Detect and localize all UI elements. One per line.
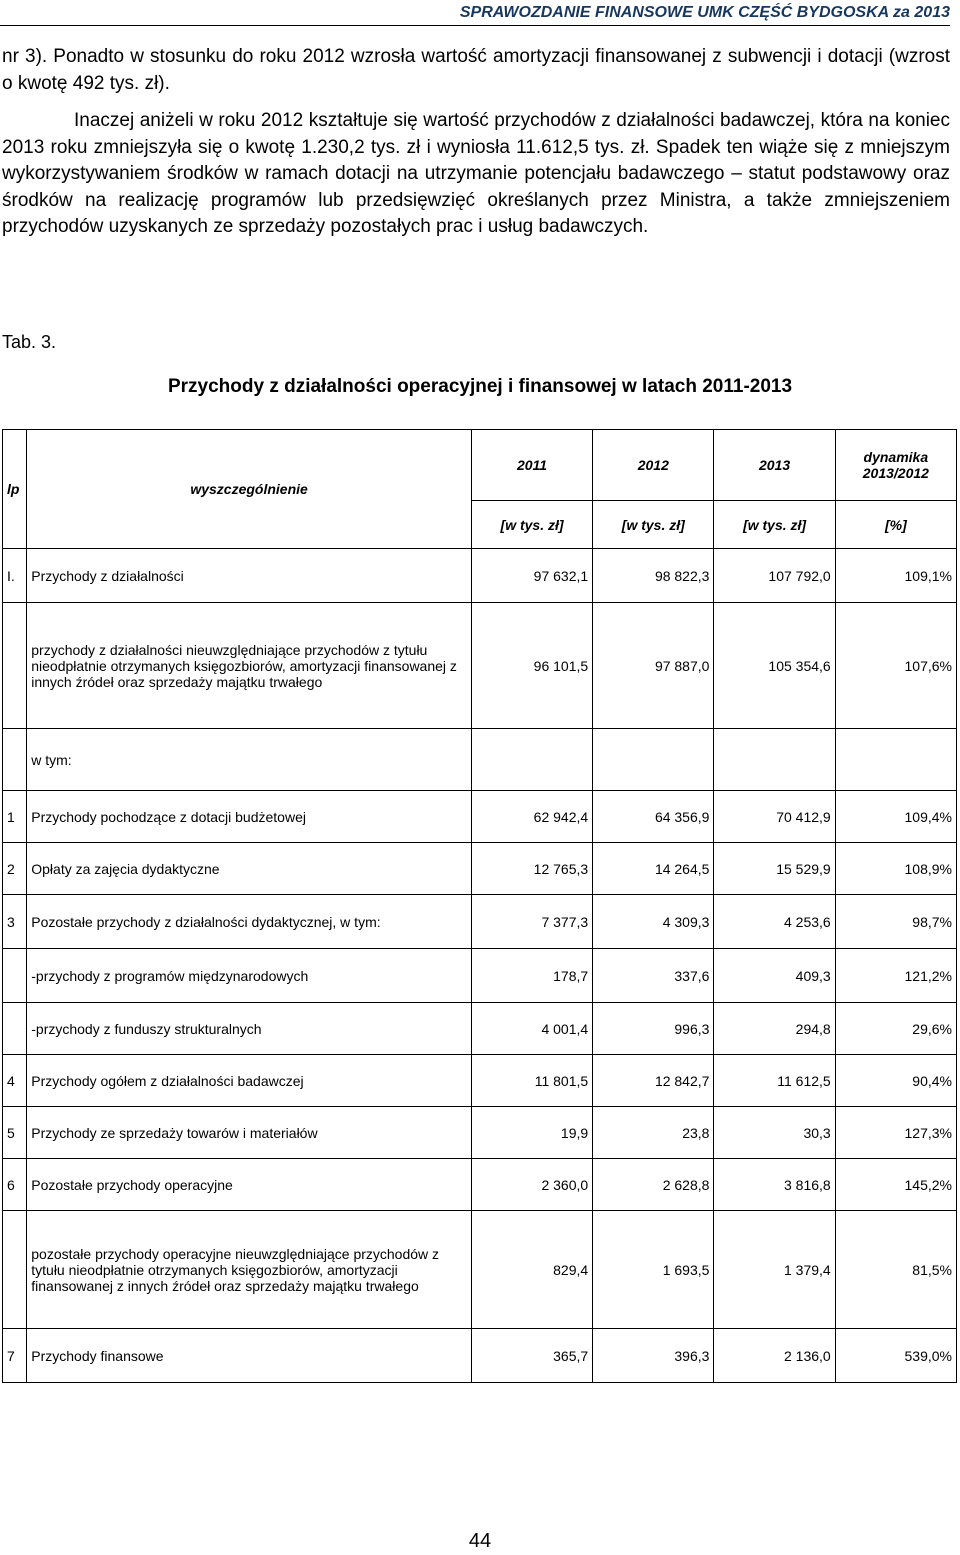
row-value-2013: 2 136,0 bbox=[714, 1329, 835, 1383]
row-value-2011: 365,7 bbox=[471, 1329, 592, 1383]
row-description: Przychody ze sprzedaży towarów i materiałów bbox=[27, 1107, 472, 1159]
row-value-2012: 23,8 bbox=[593, 1107, 714, 1159]
row-lp: 1 bbox=[3, 791, 27, 843]
row-value-2012: 4 309,3 bbox=[593, 895, 714, 949]
row-value-2012: 337,6 bbox=[593, 949, 714, 1003]
row-description: przychody z działalności nieuwzględniające przychodów z tytułu nieodpłatnie otrzymanych księgozbiorów, amortyzacji finansowanej z innych źródeł oraz sprzedaży majątku trwałego bbox=[27, 603, 472, 729]
page-number: 44 bbox=[468, 1530, 492, 1552]
table-row bbox=[3, 1055, 957, 1107]
row-dynamics: 90,4% bbox=[835, 1055, 956, 1107]
row-value-2013: 107 792,0 bbox=[714, 549, 835, 603]
row-value-2011: 62 942,4 bbox=[471, 791, 592, 843]
table-row bbox=[3, 791, 957, 843]
row-value-2011: 96 101,5 bbox=[471, 603, 592, 729]
table-row bbox=[3, 1211, 957, 1329]
table-row bbox=[3, 949, 957, 1003]
row-dynamics: 107,6% bbox=[835, 603, 956, 729]
row-description: Przychody pochodzące z dotacji budżetowej bbox=[27, 791, 472, 843]
table-number: Tab. 3. bbox=[2, 332, 57, 352]
header-unit-2013: [w tys. zł] bbox=[714, 501, 835, 549]
row-lp: 4 bbox=[3, 1055, 27, 1107]
header-unit-2011: [w tys. zł] bbox=[471, 501, 592, 549]
document-header: SPRAWOZDANIE FINANSOWE UMK CZĘŚĆ BYDGOSKA za 2013 bbox=[459, 4, 950, 21]
row-dynamics: 121,2% bbox=[835, 949, 956, 1003]
row-dynamics: 29,6% bbox=[835, 1003, 956, 1055]
row-description: pozostałe przychody operacyjne nieuwzględniające przychodów z tytułu nieodpłatnie otrzymanych księgozbiorów, amortyzacji finansowanej z innych źródeł oraz sprzedaży majątku trwałego bbox=[27, 1211, 472, 1329]
paragraph-2: Inaczej aniżeli w roku 2012 kształtuje się wartość przychodów z działalności badawczej, która na koniec 2013 roku zmniejszyła się o kwotę 1.230,2 tys. zł i wyniosła 11.612,5 tys. zł. Spadek ten wiąże się z mniejszym wykorzystywaniem środków w ramach dotacji na utrzymanie potencjału badawczego – statut podstawowy oraz środków na realizację programów lub przedsięwzięć określanych przez Ministra, a także zmniejszeniem przychodów uzyskanych ze sprzedaży pozostałych prac i usług badawczych. bbox=[2, 110, 950, 237]
row-dynamics: 145,2% bbox=[835, 1159, 956, 1211]
header-2013: 2013 bbox=[714, 430, 835, 501]
row-value-2011: 97 632,1 bbox=[471, 549, 592, 603]
table-row bbox=[3, 895, 957, 949]
row-description: -przychody z programów międzynarodowych bbox=[27, 949, 472, 1003]
row-value-2011: 11 801,5 bbox=[471, 1055, 592, 1107]
row-description: -przychody z funduszy strukturalnych bbox=[27, 1003, 472, 1055]
row-value-2013: 294,8 bbox=[714, 1003, 835, 1055]
row-lp: 3 bbox=[3, 895, 27, 949]
row-description: Pozostałe przychody z działalności dydaktycznej, w tym: bbox=[27, 895, 472, 949]
row-dynamics: 109,1% bbox=[835, 549, 956, 603]
row-value-2012: 14 264,5 bbox=[593, 843, 714, 895]
row-lp bbox=[3, 729, 27, 791]
table-row bbox=[3, 843, 957, 895]
row-dynamics: 539,0% bbox=[835, 1329, 956, 1383]
row-dynamics: 108,9% bbox=[835, 843, 956, 895]
row-value-2011: 12 765,3 bbox=[471, 843, 592, 895]
row-lp bbox=[3, 1003, 27, 1055]
row-description: Przychody ogółem z działalności badawczej bbox=[27, 1055, 472, 1107]
row-value-2012: 396,3 bbox=[593, 1329, 714, 1383]
row-value-2012: 1 693,5 bbox=[593, 1211, 714, 1329]
row-value-2012: 12 842,7 bbox=[593, 1055, 714, 1107]
header-rule bbox=[0, 25, 950, 26]
row-value-2013: 11 612,5 bbox=[714, 1055, 835, 1107]
row-value-2013: 3 816,8 bbox=[714, 1159, 835, 1211]
row-value-2012: 2 628,8 bbox=[593, 1159, 714, 1211]
row-value-2011: 19,9 bbox=[471, 1107, 592, 1159]
row-value-2011: 829,4 bbox=[471, 1211, 592, 1329]
paragraph-1: nr 3). Ponadto w stosunku do roku 2012 wzrosła wartość amortyzacji finansowanej z subwencji i dotacji (wzrost o kwotę 492 tys. zł). bbox=[2, 46, 950, 94]
row-lp: 7 bbox=[3, 1329, 27, 1383]
row-description: Przychody finansowe bbox=[27, 1329, 472, 1383]
revenue-table bbox=[2, 429, 957, 1383]
row-lp: 5 bbox=[3, 1107, 27, 1159]
row-value-2013: 70 412,9 bbox=[714, 791, 835, 843]
header-2011: 2011 bbox=[471, 430, 592, 501]
row-value-2013: 15 529,9 bbox=[714, 843, 835, 895]
header-description: wyszczególnienie bbox=[27, 430, 472, 549]
header-dynamics: dynamika 2013/2012 bbox=[835, 430, 956, 501]
row-dynamics: 81,5% bbox=[835, 1211, 956, 1329]
row-value-2013: 1 379,4 bbox=[714, 1211, 835, 1329]
table-row bbox=[3, 1003, 957, 1055]
row-lp: I. bbox=[3, 549, 27, 603]
row-value-2011 bbox=[471, 729, 592, 791]
row-value-2013: 105 354,6 bbox=[714, 603, 835, 729]
table-title: Przychody z działalności operacyjnej i finansowej w latach 2011-2013 bbox=[167, 376, 793, 397]
table-row bbox=[3, 603, 957, 729]
row-lp: 2 bbox=[3, 843, 27, 895]
row-dynamics: 109,4% bbox=[835, 791, 956, 843]
row-lp bbox=[3, 603, 27, 729]
table-row bbox=[3, 1159, 957, 1211]
row-dynamics: 98,7% bbox=[835, 895, 956, 949]
table-row bbox=[3, 549, 957, 603]
row-description: Przychody z działalności bbox=[27, 549, 472, 603]
header-lp: lp bbox=[3, 430, 27, 549]
row-dynamics: 127,3% bbox=[835, 1107, 956, 1159]
row-value-2012: 64 356,9 bbox=[593, 791, 714, 843]
row-value-2012 bbox=[593, 729, 714, 791]
table-row bbox=[3, 1107, 957, 1159]
row-value-2011: 178,7 bbox=[471, 949, 592, 1003]
row-value-2011: 7 377,3 bbox=[471, 895, 592, 949]
row-value-2013: 4 253,6 bbox=[714, 895, 835, 949]
table-row bbox=[3, 1329, 957, 1383]
header-unit-2012: [w tys. zł] bbox=[593, 501, 714, 549]
row-value-2012: 97 887,0 bbox=[593, 603, 714, 729]
row-dynamics bbox=[835, 729, 956, 791]
row-value-2013: 30,3 bbox=[714, 1107, 835, 1159]
row-value-2011: 4 001,4 bbox=[471, 1003, 592, 1055]
row-value-2013: 409,3 bbox=[714, 949, 835, 1003]
row-value-2013 bbox=[714, 729, 835, 791]
row-lp bbox=[3, 949, 27, 1003]
row-description: Opłaty za zajęcia dydaktyczne bbox=[27, 843, 472, 895]
header-unit-dynamics: [%] bbox=[835, 501, 956, 549]
table-row bbox=[3, 729, 957, 791]
header-row-years bbox=[3, 430, 957, 501]
row-lp bbox=[3, 1211, 27, 1329]
header-2012: 2012 bbox=[593, 430, 714, 501]
row-description: w tym: bbox=[27, 729, 472, 791]
row-description: Pozostałe przychody operacyjne bbox=[27, 1159, 472, 1211]
row-value-2012: 98 822,3 bbox=[593, 549, 714, 603]
row-value-2012: 996,3 bbox=[593, 1003, 714, 1055]
row-value-2011: 2 360,0 bbox=[471, 1159, 592, 1211]
row-lp: 6 bbox=[3, 1159, 27, 1211]
